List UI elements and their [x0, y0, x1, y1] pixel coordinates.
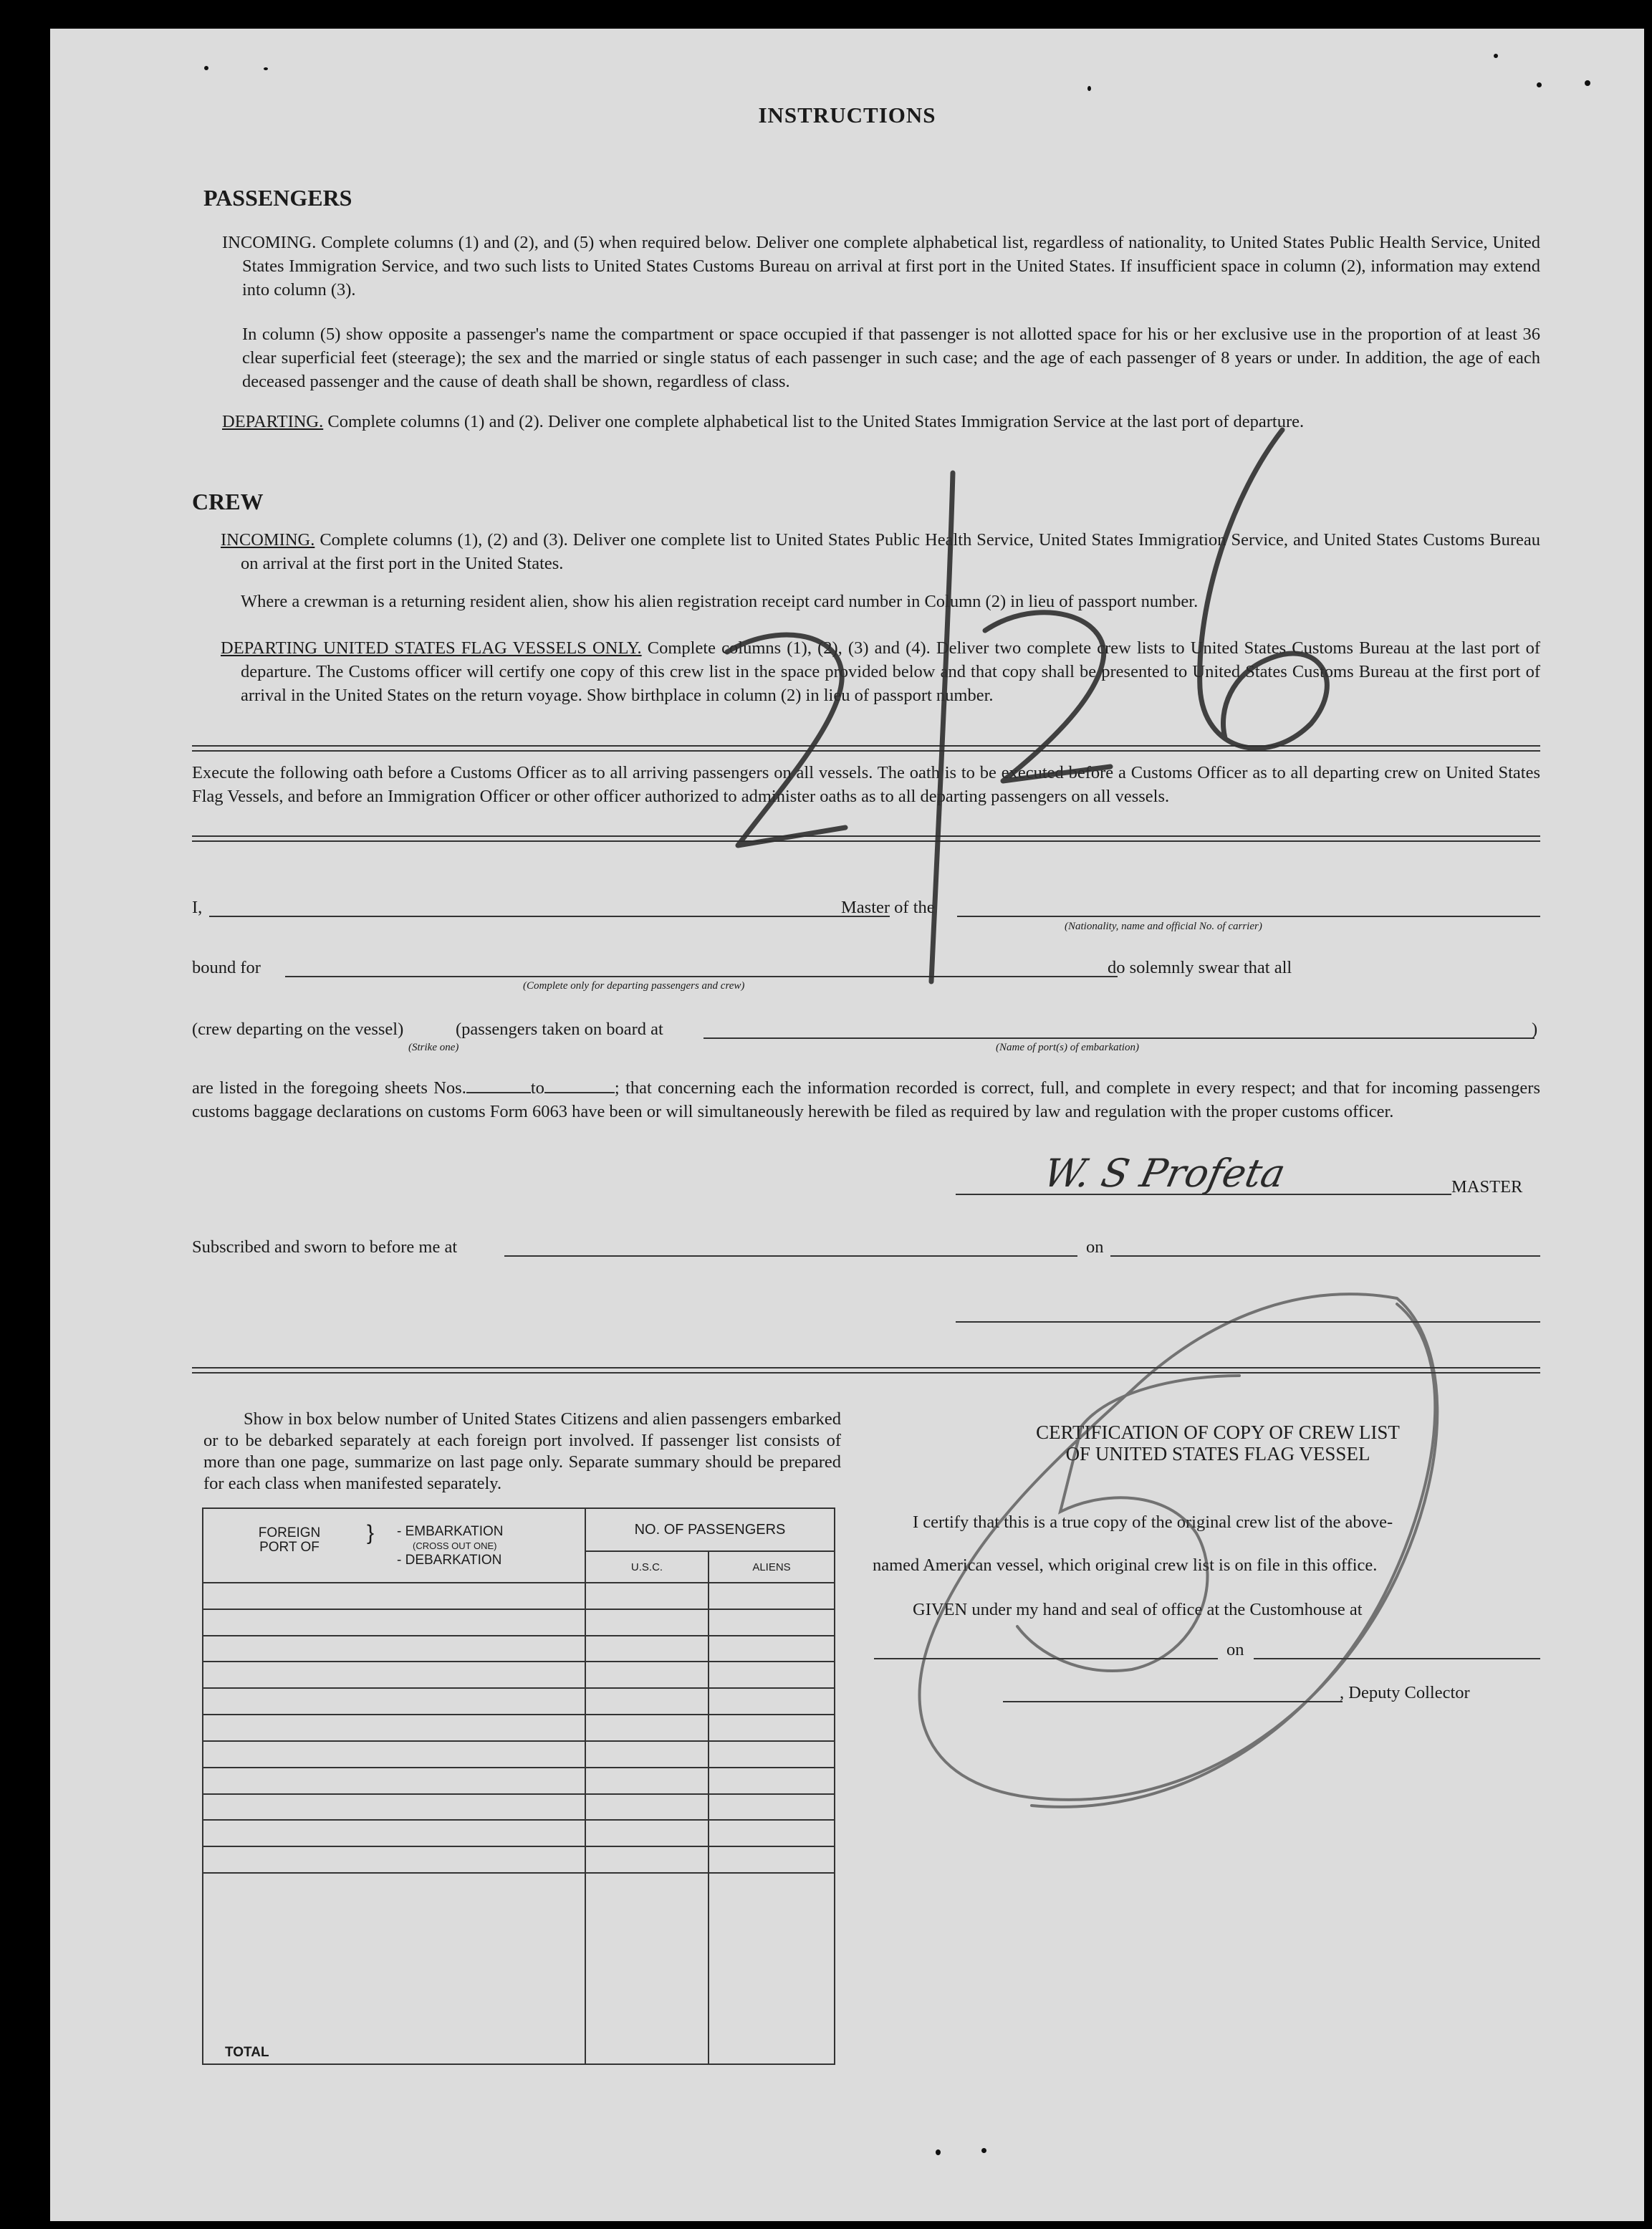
no-passengers-header: NO. OF PASSENGERS: [585, 1508, 835, 1551]
crew-departing-text: Complete columns (1), (2), (3) and (4). Deliver two complete crew lists to United States Customs Bureau at the last port of departure. The Customs officer will certify one copy of this crew list in the space provided below and that copy shall be presented to United States Customs Bureau at the first port of arrival in the United States on the return voyage. Show birthplace in column (2) in lieu of passport number.: [241, 638, 1540, 705]
document-page: [50, 29, 1644, 2221]
crew-departing-option: (crew departing on the vessel): [192, 1020, 404, 1039]
cross-out-label: (CROSS OUT ONE): [413, 1540, 497, 1551]
crew-incoming-text: Complete columns (1), (2) and (3). Deliver one complete list to United States Public Health Service, United States Immigration Service, and United States Customs Bureau on arrival at the first port in the United States.: [241, 530, 1541, 573]
usc-header: U.S.C.: [585, 1551, 709, 1583]
foreign-port-label: FOREIGN PORT OF: [258, 1525, 321, 1555]
certify-on-label: on: [1226, 1640, 1244, 1659]
circled-annotation-stroke: [1032, 1304, 1435, 1807]
handwritten-marks: [50, 29, 1644, 2221]
solemnly-text: do solemnly swear that all: [1108, 958, 1292, 977]
crew-resident: Where a crewman is a returning resident alien, show his alien registration receipt card number in Column (2) in lieu of passport number.: [241, 592, 1199, 611]
certify-line2: named American vessel, which original crew list is on file in this office.: [873, 1555, 1378, 1575]
handwritten-digit-2: [727, 635, 845, 845]
handwritten-digit-5: [1017, 1376, 1239, 1671]
bound-for-label: bound for: [192, 958, 261, 977]
certify-line1: I certify that this is a true copy of the original crew list of the above-: [913, 1513, 1393, 1532]
passengers-heading: PASSENGERS: [203, 185, 352, 211]
strike-caption: (Strike one): [408, 1042, 459, 1053]
total-label: TOTAL: [203, 1873, 585, 2064]
close-paren: ): [1532, 1020, 1538, 1039]
summary-instructions: Show in box below number of United States Citizens and alien passengers embarked or to be debarked separately at each foreign port involved. If passenger list consists of more than one page, summarize on last page only. Separate summary should be prepared for each class when manifested separately.: [203, 1409, 841, 1493]
certification-heading-line2: OF UNITED STATES FLAG VESSEL: [1065, 1443, 1370, 1465]
page-title: INSTRUCTIONS: [758, 102, 936, 128]
master-label: MASTER: [1451, 1177, 1523, 1197]
crew-incoming-label: INCOMING.: [221, 530, 315, 550]
oath-intro: Execute the following oath before a Customs Officer as to all arriving passengers on all vessels. The oath is to be executed before a Customs Officer as to all departing crew on United States Flag Vessels, and before an Immigration Officer or other officer authorized to administer oaths as to all departing passengers on all vessels.: [192, 763, 1540, 806]
departing-text: Complete columns (1) and (2). Deliver one complete alphabetical list to the United States Immigration Service at the last port of departure.: [327, 412, 1305, 431]
incoming-label: INCOMING.: [222, 233, 317, 252]
departing-label: DEPARTING.: [222, 412, 324, 431]
embarkation-label[interactable]: - EMBARKATION: [397, 1524, 504, 1539]
debarkation-label[interactable]: - DEBARKATION: [397, 1553, 502, 1568]
brace-mark: }: [367, 1521, 375, 1545]
crew-heading: CREW: [192, 489, 264, 514]
handwritten-digit-2: [985, 613, 1110, 781]
carrier-caption: (Nationality, name and official No. of carrier): [1065, 921, 1262, 932]
sheets-rest: ; that concerning each the information recorded is correct, full, and complete in every respect; and that for incoming passengers customs baggage declarations on customs Form 6063 have been or will simultaneously herewith be filed as required by law and regulation with the proper customs officer.: [192, 1078, 1540, 1121]
aliens-header: ALIENS: [709, 1551, 835, 1583]
handwritten-slash: [931, 473, 953, 982]
handwritten-digit-6: [1200, 430, 1327, 748]
certification-heading-line1: CERTIFICATION OF COPY OF CREW LIST: [1036, 1422, 1400, 1443]
complete-caption: (Complete only for departing passengers and crew): [523, 980, 745, 992]
crew-departing-label: DEPARTING UNITED STATES FLAG VESSELS ONLY.: [221, 638, 642, 658]
subscribed-label: Subscribed and sworn to before me at: [192, 1237, 458, 1257]
circled-annotation: [920, 1294, 1438, 1800]
i-label: I,: [192, 898, 203, 917]
sheets-prefix: are listed in the foregoing sheets Nos.: [192, 1078, 466, 1098]
ports-caption: (Name of port(s) of embarkation): [996, 1042, 1139, 1053]
deputy-collector-label: , Deputy Collector: [1340, 1683, 1470, 1702]
sworn-on-label: on: [1086, 1237, 1104, 1257]
passengers-column5: In column (5) show opposite a passenger's name the compartment or space occupied if that passenger is not allotted space for his or her exclusive use in the proportion of at least 36 clear superficial feet (steerage); the sex and the married or single status of each passenger in such case; and the age of each passenger of 8 years or under. In addition, the age of each deceased passenger and the cause of death shall be shown, regardless of class.: [242, 325, 1540, 391]
certify-line3: GIVEN under my hand and seal of office at the Customhouse at: [913, 1600, 1363, 1619]
master-of-label: Master of the: [841, 898, 935, 917]
passengers-taken-option: (passengers taken on board at: [456, 1020, 663, 1039]
master-signature: W. S Profeta: [1039, 1151, 1290, 1196]
sheets-to: to: [530, 1078, 544, 1098]
incoming-text: Complete columns (1) and (2), and (5) when required below. Deliver one complete alphabetical list, regardless of nationality, to United States Public Health Service, United States Immigration Service, and two such lists to United States Customs Bureau on arrival at first port in the United States. If insufficient space in column (2), information may extend into column (3).: [242, 233, 1541, 299]
